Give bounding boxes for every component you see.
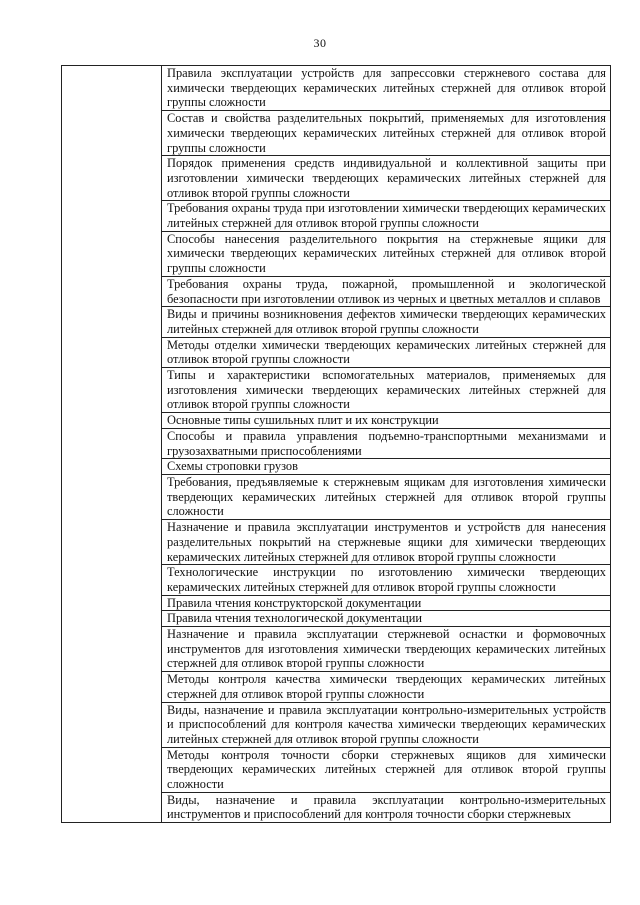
requirement-cell: Виды и причины возникновения дефектов химически твердеющих керамических литейных стержней для отливок второй группы сложности bbox=[162, 307, 611, 337]
requirement-cell: Требования охраны труда, пожарной, промышленной и экологической безопасности при изготовлении отливок из черных и цветных металлов и сплавов bbox=[162, 276, 611, 306]
requirement-cell: Методы отделки химически твердеющих керамических литейных стержней для отливок второй группы сложности bbox=[162, 337, 611, 367]
requirement-cell: Виды, назначение и правила эксплуатации контрольно-измерительных инструментов и приспособлений для контроля точности сборки стержневых bbox=[162, 792, 611, 822]
requirement-cell: Правила эксплуатации устройств для запрессовки стержневого состава для химически твердеющих керамических литейных стержней для отливок второй группы сложности bbox=[162, 66, 611, 111]
table-row bbox=[62, 66, 611, 111]
requirement-cell: Правила чтения технологической документации bbox=[162, 611, 611, 627]
requirements-table-body bbox=[62, 66, 611, 823]
requirement-cell: Типы и характеристики вспомогательных материалов, применяемых для изготовления химически твердеющих керамических литейных стержней для отливок второй группы сложности bbox=[162, 368, 611, 413]
requirement-cell: Технологические инструкции по изготовлению химически твердеющих керамических литейных стержней для отливок второй группы сложности bbox=[162, 565, 611, 595]
requirement-cell: Требования, предъявляемые к стержневым ящикам для изготовления химически твердеющих керамических литейных стержней для отливок второй группы сложности bbox=[162, 474, 611, 519]
requirement-cell: Порядок применения средств индивидуальной и коллективной защиты при изготовлении химически твердеющих керамических литейных стержней для отливок второй группы сложности bbox=[162, 156, 611, 201]
requirement-cell: Состав и свойства разделительных покрытий, применяемых для изготовления химически твердеющих керамических литейных стержней для отливок второй группы сложности bbox=[162, 111, 611, 156]
requirement-cell: Назначение и правила эксплуатации стержневой оснастки и формовочных инструментов для изготовления химически твердеющих керамических литейных стержней для отливок второй группы сложности bbox=[162, 627, 611, 672]
requirement-cell: Назначение и правила эксплуатации инструментов и устройств для нанесения разделительных покрытий на стержневые ящики для химически твердеющих керамических литейных стержней для отливок второй группы сложности bbox=[162, 520, 611, 565]
requirement-cell: Способы нанесения разделительного покрытия на стержневые ящики для химически твердеющих керамических литейных стержней для отливок второй группы сложности bbox=[162, 231, 611, 276]
requirement-cell: Виды, назначение и правила эксплуатации контрольно-измерительных устройств и приспособлений для контроля качества химически твердеющих керамических литейных стержней для отливок второй группы сложности bbox=[162, 702, 611, 747]
requirements-table bbox=[61, 65, 611, 823]
requirement-cell: Требования охраны труда при изготовлении химически твердеющих керамических литейных стержней для отливок второй группы сложности bbox=[162, 201, 611, 231]
requirement-cell: Схемы строповки грузов bbox=[162, 459, 611, 475]
requirement-cell: Способы и правила управления подъемно-транспортными механизмами и грузозахватными приспособлениями bbox=[162, 428, 611, 458]
label-cell bbox=[62, 66, 162, 823]
requirement-cell: Правила чтения конструкторской документации bbox=[162, 595, 611, 611]
requirement-cell: Основные типы сушильных плит и их конструкции bbox=[162, 413, 611, 429]
page-number: 30 bbox=[313, 36, 327, 50]
requirement-cell: Методы контроля качества химически твердеющих керамических литейных стержней для отливок второй группы сложности bbox=[162, 672, 611, 702]
requirement-cell: Методы контроля точности сборки стержневых ящиков для химически твердеющих керамических литейных стержней для отливок второй группы сложности bbox=[162, 747, 611, 792]
